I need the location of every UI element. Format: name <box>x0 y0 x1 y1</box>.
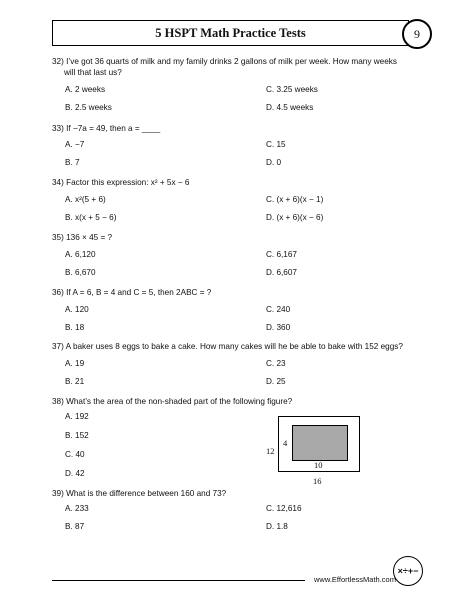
option: D. (x + 6)(x − 6) <box>266 213 324 222</box>
option: B. 21 <box>65 377 85 386</box>
header-title: 5 HSPT Math Practice Tests <box>155 25 306 40</box>
label-inner-height: 4 <box>283 438 288 448</box>
question-38 <box>52 396 292 407</box>
option: C. 23 <box>266 359 286 368</box>
label-outer-height: 12 <box>266 446 275 456</box>
option: B. 2.5 weeks <box>65 103 112 112</box>
option: C. 40 <box>65 450 85 459</box>
question-35-text: 35) 136 × 45 = ? <box>52 233 113 242</box>
option: C. 12,616 <box>266 504 302 513</box>
option: D. 360 <box>266 323 291 332</box>
option: D. 6,607 <box>266 268 297 277</box>
option: D. 1.8 <box>266 522 288 531</box>
question-36 <box>52 287 211 298</box>
question-32-text: 32) I’ve got 36 quarts of milk and my family drinks 2 gallons of milk per week. How many weeks <box>52 57 397 66</box>
question-32 <box>52 56 397 78</box>
question-37-text: 37) A baker uses 8 eggs to bake a cake. How many cakes will he be able to bake with 152 eggs? <box>52 342 403 351</box>
option: D. 25 <box>266 377 286 386</box>
option: B. 18 <box>65 323 85 332</box>
question-34 <box>52 177 189 188</box>
option: B. x(x + 5 − 6) <box>65 213 117 222</box>
option: A. 120 <box>65 305 89 314</box>
page-header <box>52 20 409 46</box>
question-34-text: 34) Factor this expression: x² + 5x − 6 <box>52 178 190 187</box>
math-logo-icon: ×÷+− <box>393 556 423 586</box>
question-37 <box>52 341 403 352</box>
label-inner-width: 10 <box>314 460 323 470</box>
label-outer-width: 16 <box>313 476 322 486</box>
option: B. 87 <box>65 522 85 531</box>
question-38-text: 38) What’s the area of the non-shaded part of the following figure? <box>52 397 293 406</box>
question-39-text: 39) What is the difference between 160 and 73? <box>52 489 227 498</box>
question-36-text: 36) If A = 6, B = 4 and C = 5, then 2ABC = ? <box>52 288 212 297</box>
option: A. 6,120 <box>65 250 96 259</box>
question-32-text-cont: will that last us? <box>64 68 122 77</box>
option: C. 6,167 <box>266 250 297 259</box>
option: A. 19 <box>65 359 85 368</box>
option: B. 7 <box>65 158 80 167</box>
option: C. 15 <box>266 140 286 149</box>
question-33 <box>52 123 160 134</box>
page-number: 9 <box>414 26 420 41</box>
question-35 <box>52 232 112 243</box>
question-33-text: 33) If −7a = 49, then a = ____ <box>52 124 161 133</box>
option: B. 152 <box>65 431 89 440</box>
option: A. 192 <box>65 412 89 421</box>
option: B. 6,670 <box>65 268 96 277</box>
footer-divider <box>52 580 305 581</box>
question-39 <box>52 488 226 499</box>
option: A. 233 <box>65 504 89 513</box>
option: D. 42 <box>65 469 85 478</box>
option: A. x²(5 + 6) <box>65 195 106 204</box>
option: C. (x + 6)(x − 1) <box>266 195 324 204</box>
footer-url: www.EffortlessMath.com <box>314 575 396 584</box>
option: C. 3.25 weeks <box>266 85 318 94</box>
option: D. 4.5 weeks <box>266 103 314 112</box>
shaded-rectangle <box>292 425 348 461</box>
option: C. 240 <box>266 305 291 314</box>
page-number-badge <box>402 19 432 49</box>
option: D. 0 <box>266 158 282 167</box>
option: A. −7 <box>65 140 85 149</box>
option: A. 2 weeks <box>65 85 106 94</box>
